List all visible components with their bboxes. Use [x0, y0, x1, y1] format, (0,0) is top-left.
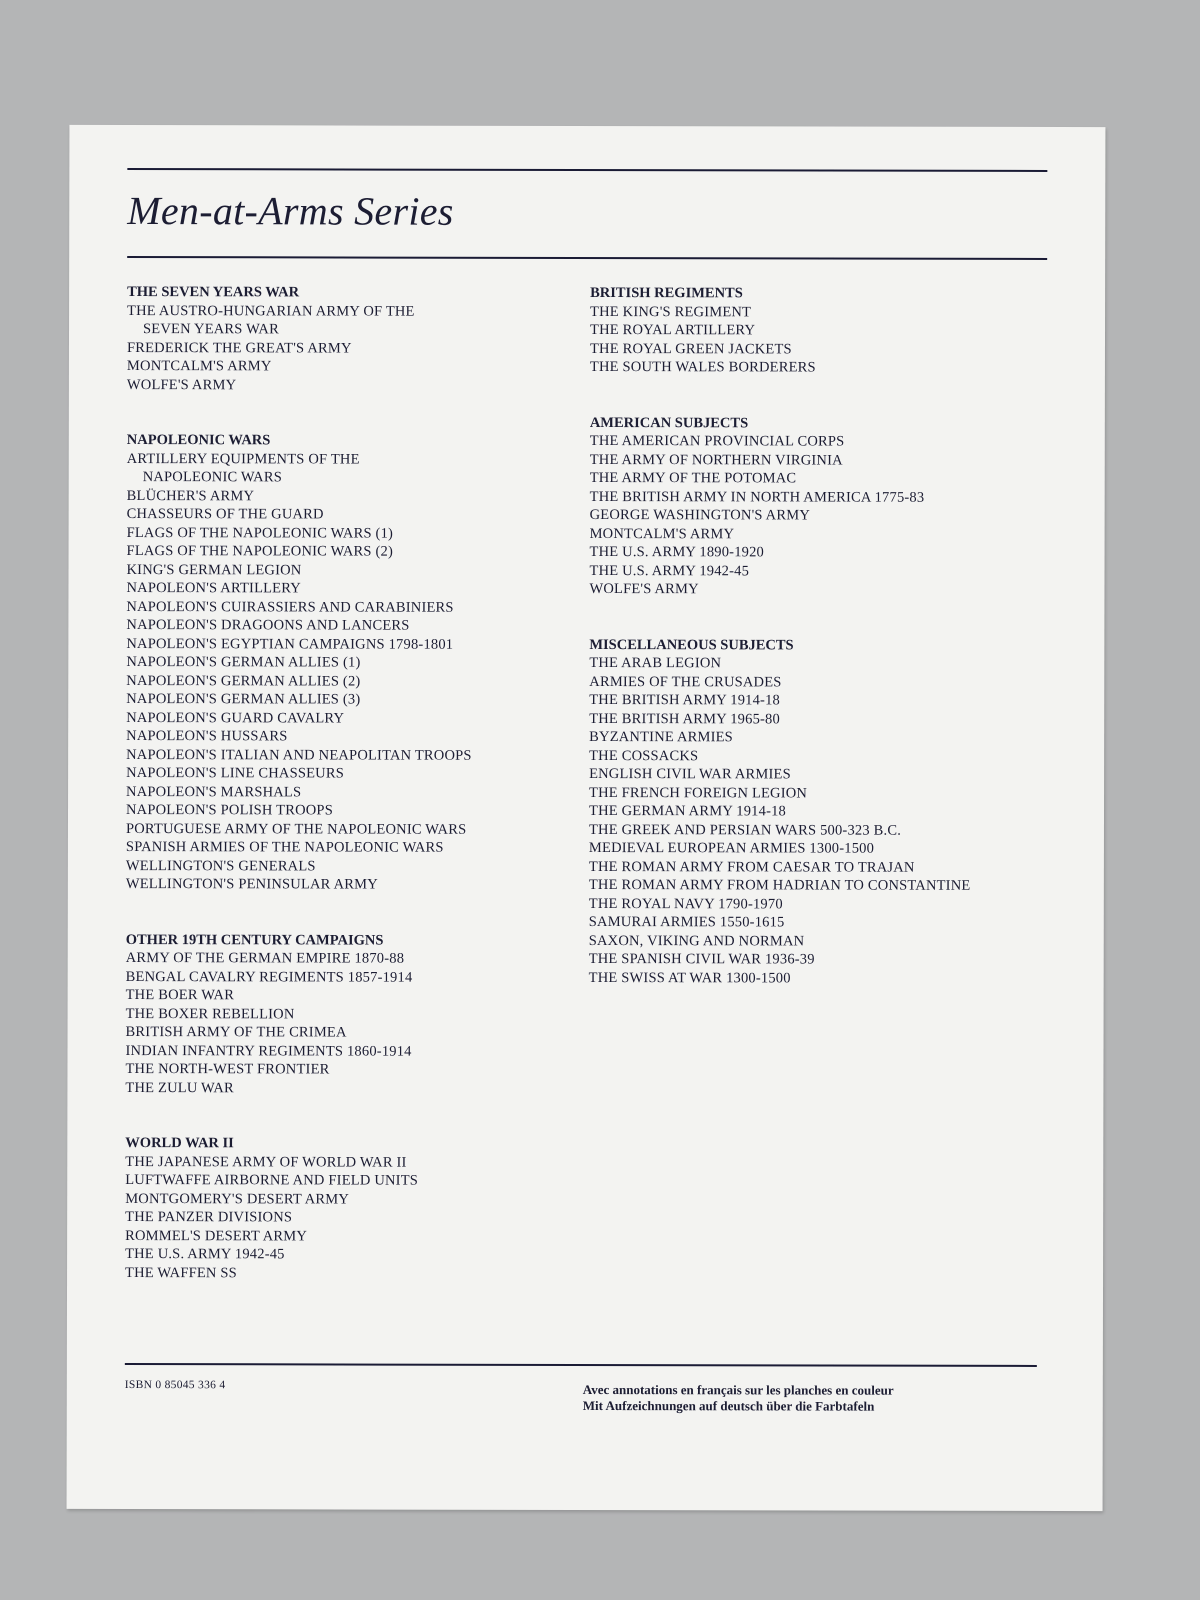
- book-title: NAPOLEON'S GERMAN ALLIES (1): [126, 654, 361, 671]
- bottom-rule: [125, 1363, 1037, 1367]
- book-title: BENGAL CAVALRY REGIMENTS 1857-1914: [125, 968, 413, 986]
- isbn-number: ISBN 0 85045 336 4: [124, 1379, 226, 1392]
- book-title: THE ARAB LEGION: [589, 655, 722, 672]
- book-title: ENGLISH CIVIL WAR ARMIES: [589, 766, 791, 783]
- book-title: SAMURAI ARMIES 1550-1615: [588, 914, 785, 931]
- book-title: THE U.S. ARMY 1890-1920: [589, 544, 765, 561]
- book-title: THE ROMAN ARMY FROM CAESAR TO TRAJAN: [588, 858, 915, 876]
- book-title: THE BOER WAR: [125, 987, 235, 1004]
- book-title: FREDERICK THE GREAT'S ARMY: [126, 339, 352, 357]
- book-title: CHASSEURS OF THE GUARD: [126, 506, 324, 523]
- book-title: GEORGE WASHINGTON'S ARMY: [589, 507, 811, 524]
- book-title: THE GERMAN ARMY 1914-18: [588, 803, 787, 820]
- book-title: NAPOLEON'S HUSSARS: [126, 728, 288, 745]
- book-title: THE SOUTH WALES BORDERERS: [589, 359, 816, 376]
- book-title: ARMIES OF THE CRUSADES: [589, 673, 782, 690]
- book-title: SAXON, VIKING AND NORMAN: [588, 932, 805, 949]
- book-title: THE SWISS AT WAR 1300-1500: [588, 969, 791, 986]
- book-title: NAPOLEON'S DRAGOONS AND LANCERS: [126, 617, 410, 634]
- book-title: THE AMERICAN PROVINCIAL CORPS: [589, 433, 845, 450]
- book-title: NAPOLEON'S GERMAN ALLIES (2): [126, 672, 361, 690]
- section-heading: THE SEVEN YEARS WAR: [127, 284, 300, 301]
- book-title: BLÜCHER'S ARMY: [126, 487, 255, 504]
- right-column: [589, 284, 1051, 1025]
- book-title: ROMMEL'S DESERT ARMY: [125, 1227, 308, 1244]
- book-title: NAPOLEON'S LINE CHASSEURS: [126, 765, 345, 782]
- book-title: THE KING'S REGIMENT: [590, 303, 752, 320]
- book-title: MONTGOMERY'S DESERT ARMY: [125, 1190, 350, 1208]
- book-title: THE AUSTRO-HUNGARIAN ARMY OF THE: [127, 302, 415, 320]
- book-title: THE GREEK AND PERSIAN WARS 500-323 B.C.: [588, 821, 902, 839]
- book-title: THE ARMY OF THE POTOMAC: [589, 470, 797, 487]
- book-back-cover: [67, 125, 1106, 1511]
- book-title: THE ZULU WAR: [125, 1079, 234, 1096]
- book-title: THE BOXER REBELLION: [125, 1005, 295, 1022]
- section-heading: NAPOLEONIC WARS: [126, 432, 271, 449]
- book-title: ARTILLERY EQUIPMENTS OF THE: [126, 450, 360, 468]
- book-title: NAPOLEON'S GERMAN ALLIES (3): [126, 691, 361, 708]
- book-title: THE ROMAN ARMY FROM HADRIAN TO CONSTANTINE: [588, 877, 971, 894]
- book-title: WOLFE'S ARMY: [126, 376, 237, 393]
- book-title: THE BRITISH ARMY 1965-80: [589, 710, 780, 727]
- book-title: LUFTWAFFE AIRBORNE AND FIELD UNITS: [125, 1172, 419, 1189]
- book-title: THE BRITISH ARMY IN NORTH AMERICA 1775-83: [589, 488, 925, 506]
- series-title: Men-at-Arms Series: [127, 188, 454, 234]
- section-heading: BRITISH REGIMENTS: [590, 285, 743, 302]
- book-title: THE U.S. ARMY 1942-45: [589, 562, 750, 579]
- section-heading: MISCELLANEOUS SUBJECTS: [589, 636, 794, 653]
- top-rule: [127, 168, 1047, 172]
- title-section: [127, 283, 587, 395]
- book-title: THE SPANISH CIVIL WAR 1936-39: [588, 951, 815, 968]
- book-title: THE ROYAL GREEN JACKETS: [589, 340, 792, 357]
- book-title: THE ROYAL ARTILLERY: [590, 322, 756, 339]
- book-title: THE PANZER DIVISIONS: [125, 1209, 293, 1226]
- book-title: WOLFE'S ARMY: [589, 581, 699, 598]
- title-section: [589, 636, 1050, 988]
- book-title: THE JAPANESE ARMY OF WORLD WAR II: [125, 1153, 407, 1171]
- book-title: NAPOLEON'S CUIRASSIERS AND CARABINIERS: [126, 598, 454, 616]
- left-column: [125, 283, 587, 1320]
- book-title-continuation: NAPOLEONIC WARS: [142, 469, 283, 486]
- title-section: [590, 284, 1050, 377]
- note-german: Mit Aufzeichnungen auf deutsch über die Farbtafeln: [582, 1397, 875, 1414]
- book-title: SPANISH ARMIES OF THE NAPOLEONIC WARS: [125, 839, 444, 856]
- book-title: THE COSSACKS: [589, 747, 699, 764]
- annotation-notes: [583, 1382, 894, 1414]
- book-title: BYZANTINE ARMIES: [589, 729, 733, 746]
- book-title: THE U.S. ARMY 1942-45: [125, 1246, 285, 1263]
- book-title: THE ARMY OF NORTHERN VIRGINIA: [589, 451, 843, 469]
- book-title: INDIAN INFANTRY REGIMENTS 1860-1914: [125, 1042, 412, 1060]
- book-title: FLAGS OF THE NAPOLEONIC WARS (1): [126, 524, 394, 542]
- title-section: [125, 931, 585, 1098]
- book-title: PORTUGUESE ARMY OF THE NAPOLEONIC WARS: [125, 820, 467, 838]
- book-title: WELLINGTON'S PENINSULAR ARMY: [125, 876, 378, 893]
- book-title: THE FRENCH FOREIGN LEGION: [589, 784, 808, 801]
- book-title: NAPOLEON'S GUARD CAVALRY: [126, 709, 345, 726]
- book-title: MEDIEVAL EUROPEAN ARMIES 1300-1500: [588, 840, 875, 857]
- note-french: Avec annotations en français sur les planches en couleur: [582, 1381, 894, 1398]
- title-section: [125, 1134, 585, 1283]
- section-heading: OTHER 19TH CENTURY CAMPAIGNS: [125, 931, 384, 949]
- book-title: WELLINGTON'S GENERALS: [125, 857, 316, 874]
- book-title: KING'S GERMAN LEGION: [126, 561, 302, 578]
- book-title: MONTCALM'S ARMY: [589, 525, 735, 542]
- book-title: BRITISH ARMY OF THE CRIMEA: [125, 1024, 347, 1041]
- title-rule: [127, 256, 1047, 260]
- book-title: NAPOLEON'S MARSHALS: [126, 783, 302, 800]
- book-title: ARMY OF THE GERMAN EMPIRE 1870-88: [125, 950, 405, 967]
- book-title: NAPOLEON'S ARTILLERY: [126, 580, 302, 597]
- book-title: NAPOLEON'S EGYPTIAN CAMPAIGNS 1798-1801: [126, 635, 454, 653]
- book-title: NAPOLEON'S POLISH TROOPS: [125, 802, 334, 819]
- book-title: THE ROYAL NAVY 1790-1970: [588, 895, 783, 912]
- book-title: MONTCALM'S ARMY: [126, 358, 272, 375]
- book-title: THE BRITISH ARMY 1914-18: [589, 692, 781, 709]
- title-section: [589, 414, 1049, 600]
- book-title: THE NORTH-WEST FRONTIER: [125, 1061, 330, 1078]
- section-heading: AMERICAN SUBJECTS: [589, 414, 749, 431]
- book-title: THE WAFFEN SS: [125, 1264, 237, 1281]
- book-title-continuation: SEVEN YEARS WAR: [143, 321, 279, 338]
- section-heading: WORLD WAR II: [125, 1135, 234, 1152]
- book-title: NAPOLEON'S ITALIAN AND NEAPOLITAN TROOPS: [126, 746, 472, 764]
- book-title: FLAGS OF THE NAPOLEONIC WARS (2): [126, 543, 394, 560]
- title-section: [126, 431, 587, 894]
